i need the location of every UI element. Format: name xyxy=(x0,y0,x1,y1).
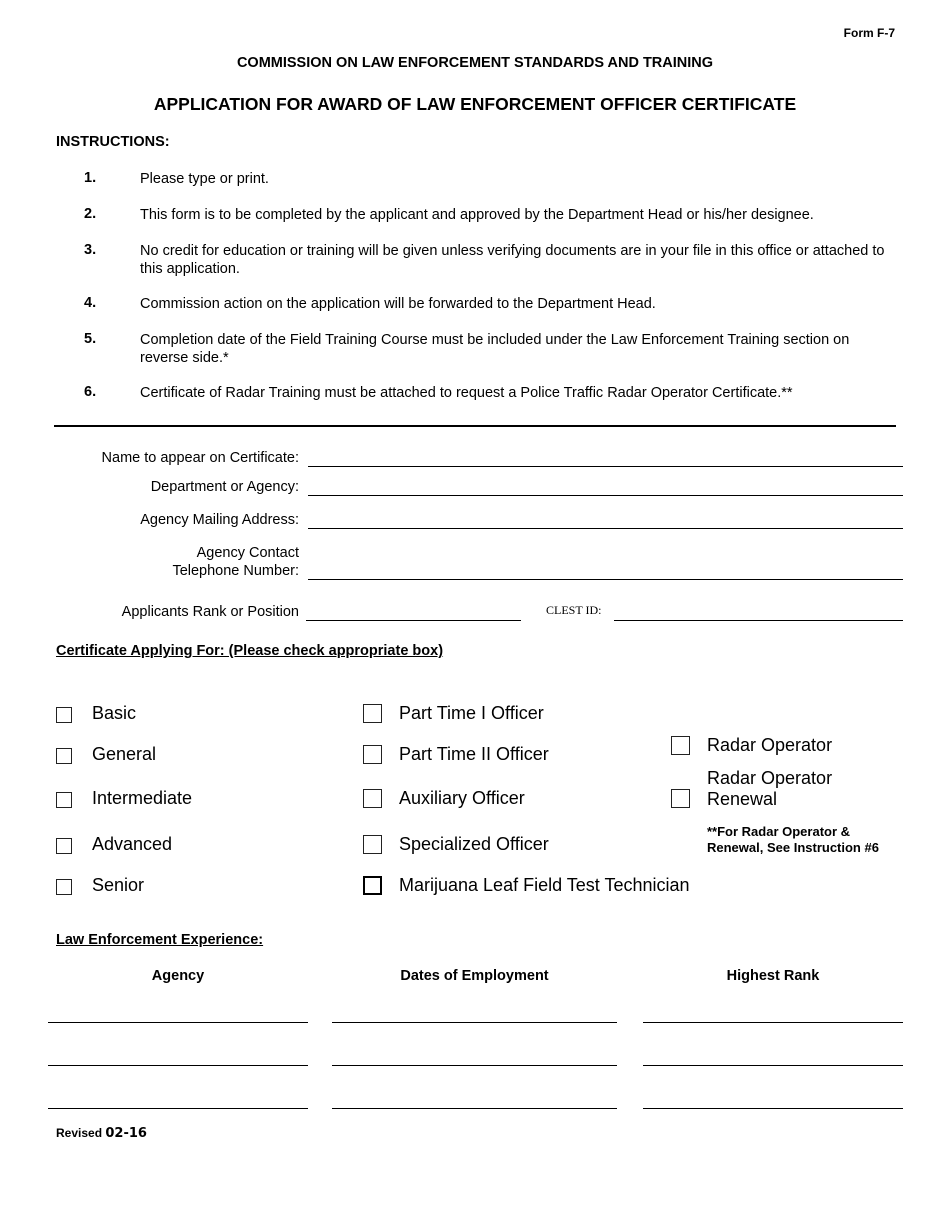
address-label: Agency Mailing Address: xyxy=(140,512,299,528)
phone-label-line2: Telephone Number: xyxy=(172,563,299,579)
part-time-i-label: Part Time I Officer xyxy=(399,703,544,723)
experience-dates-field[interactable] xyxy=(332,1108,617,1109)
instruction-text: Completion date of the Field Training Course must be included under the Law Enforcement Training section on reverse side.* xyxy=(140,332,850,366)
instruction-number: 6. xyxy=(84,384,97,400)
section-divider xyxy=(54,425,896,427)
instruction-number: 5. xyxy=(84,331,97,347)
instruction-number: 3. xyxy=(84,242,97,258)
agency-column-header: Agency xyxy=(151,968,205,984)
experience-rank-field[interactable] xyxy=(643,1065,903,1066)
phone-label-line1: Agency Contact xyxy=(196,545,299,561)
advanced-checkbox[interactable] xyxy=(56,838,72,854)
instruction-text: Commission action on the application will be forwarded to the Department Head. xyxy=(140,296,656,312)
auxiliary-label: Auxiliary Officer xyxy=(399,788,525,808)
radar-note-line1: **For Radar Operator & xyxy=(707,824,851,839)
specialized-checkbox[interactable] xyxy=(363,835,382,854)
name-field[interactable] xyxy=(308,466,903,467)
revised-label: Revised xyxy=(56,1126,103,1140)
radar-renewal-label-line1: Radar Operator xyxy=(707,768,833,788)
experience-dates-field[interactable] xyxy=(332,1022,617,1023)
radar-note-line2: Renewal, See Instruction #6 xyxy=(707,840,879,855)
name-label: Name to appear on Certificate: xyxy=(101,450,299,466)
basic-checkbox[interactable] xyxy=(56,707,72,723)
clest-id-field[interactable] xyxy=(614,620,903,621)
address-field[interactable] xyxy=(308,528,903,529)
commission-heading: COMMISSION ON LAW ENFORCEMENT STANDARDS AND TRAINING xyxy=(236,55,714,71)
experience-agency-field[interactable] xyxy=(48,1108,308,1109)
instruction-number: 4. xyxy=(84,295,97,311)
experience-rank-field[interactable] xyxy=(643,1108,903,1109)
experience-rank-field[interactable] xyxy=(643,1022,903,1023)
specialized-label: Specialized Officer xyxy=(399,834,549,854)
radar-operator-label: Radar Operator xyxy=(707,735,833,755)
instruction-text: Please type or print. xyxy=(140,171,269,187)
instruction-number: 2. xyxy=(84,206,97,222)
auxiliary-checkbox[interactable] xyxy=(363,789,382,808)
part-time-ii-label: Part Time II Officer xyxy=(399,744,549,764)
intermediate-checkbox[interactable] xyxy=(56,792,72,808)
phone-field[interactable] xyxy=(308,579,903,580)
intermediate-label: Intermediate xyxy=(92,788,193,808)
department-field[interactable] xyxy=(308,495,903,496)
senior-label: Senior xyxy=(92,875,145,895)
radar-renewal-label-line2: Renewal xyxy=(707,789,778,809)
rank-label: Applicants Rank or Position xyxy=(121,604,299,620)
senior-checkbox[interactable] xyxy=(56,879,72,895)
page-title: APPLICATION FOR AWARD OF LAW ENFORCEMENT OFFICER CERTIFICATE xyxy=(153,94,797,114)
department-label: Department or Agency: xyxy=(150,479,299,495)
basic-label: Basic xyxy=(92,703,137,723)
general-checkbox[interactable] xyxy=(56,748,72,764)
marijuana-technician-label: Marijuana Leaf Field Test Technician xyxy=(399,875,690,895)
clest-id-label: CLEST ID: xyxy=(546,603,602,617)
experience-agency-field[interactable] xyxy=(48,1022,308,1023)
revised-code: 02-16 xyxy=(105,1126,147,1141)
general-label: General xyxy=(92,744,157,764)
radar-operator-checkbox[interactable] xyxy=(671,736,690,755)
marijuana-technician-checkbox[interactable] xyxy=(363,876,382,895)
instruction-text: Certificate of Radar Training must be attached to request a Police Traffic Radar Operator Certificate.** xyxy=(140,385,793,401)
radar-note xyxy=(707,824,879,856)
instruction-text: No credit for education or training will be given unless verifying documents are in your file in this office or attached to this application. xyxy=(140,243,885,277)
experience-agency-field[interactable] xyxy=(48,1065,308,1066)
experience-heading: Law Enforcement Experience: xyxy=(56,932,264,948)
part-time-ii-checkbox[interactable] xyxy=(363,745,382,764)
instruction-text: This form is to be completed by the applicant and approved by the Department Head or his/her designee. xyxy=(140,207,814,223)
radar-renewal-checkbox[interactable] xyxy=(671,789,690,808)
advanced-label: Advanced xyxy=(92,834,173,854)
form-id: Form F-7 xyxy=(843,26,895,40)
certificate-heading: Certificate Applying For: (Please check appropriate box) xyxy=(56,643,444,659)
revision-note xyxy=(56,1126,147,1141)
rank-column-header: Highest Rank xyxy=(726,968,820,984)
experience-dates-field[interactable] xyxy=(332,1065,617,1066)
instruction-number: 1. xyxy=(84,170,97,186)
rank-field[interactable] xyxy=(306,620,521,621)
dates-column-header: Dates of Employment xyxy=(400,968,549,984)
part-time-i-checkbox[interactable] xyxy=(363,704,382,723)
instructions-heading: INSTRUCTIONS: xyxy=(56,134,170,150)
